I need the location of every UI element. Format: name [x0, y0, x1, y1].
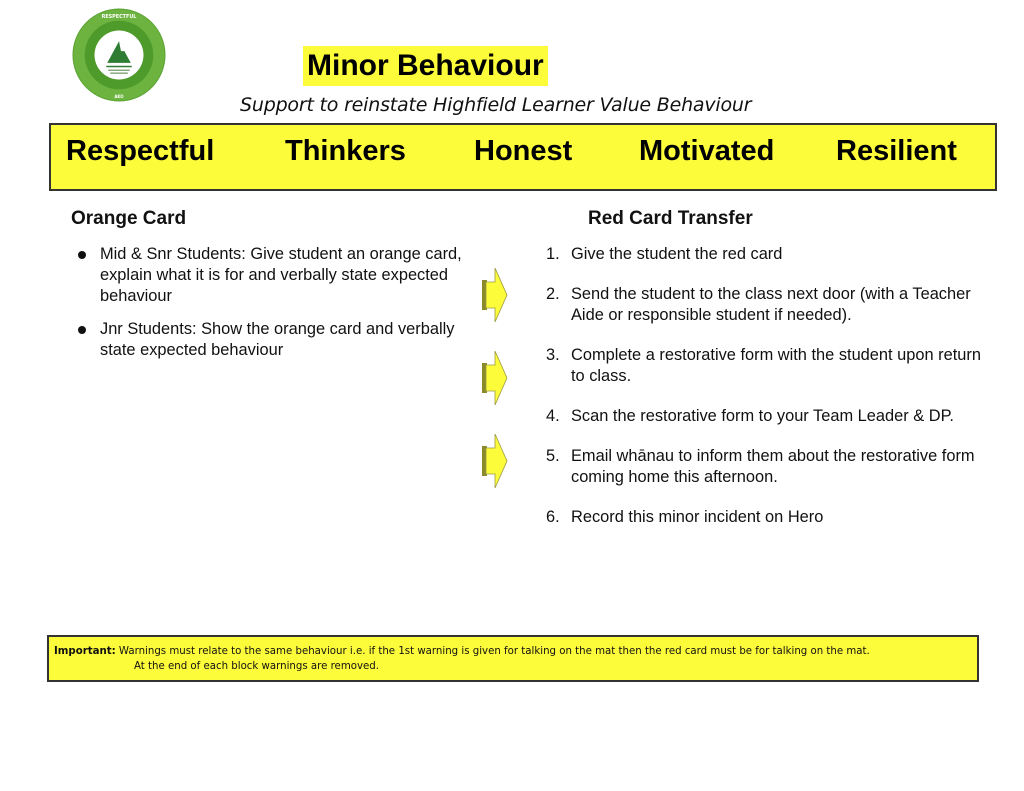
value-motivated: Motivated: [639, 135, 775, 167]
value-thinkers: Thinkers: [285, 135, 406, 167]
note-line-1: [54, 644, 977, 659]
step-text: Email whānau to inform them about the restorative form coming home this afternoon.: [571, 447, 975, 486]
step-number: 3.: [546, 346, 560, 364]
value-resilient: Resilient: [836, 135, 957, 167]
page-subtitle: Support to reinstate Highfield Learner Value Behaviour: [240, 94, 752, 116]
step-number: 5.: [546, 447, 560, 465]
step-item: [546, 345, 986, 387]
step-number: 2.: [546, 285, 560, 303]
page-title: Minor Behaviour: [303, 46, 548, 86]
svg-text:AKO: AKO: [114, 94, 124, 100]
step-item: [546, 406, 986, 427]
value-respectful: Respectful: [66, 135, 215, 167]
step-number: 1.: [546, 245, 560, 263]
right-arrow-icon: [482, 351, 508, 405]
note-text: Warnings must relate to the same behaviour i.e. if the 1st warning is given for talking on the mat then the red card must be for talking on the mat.: [118, 646, 870, 657]
value-honest: Honest: [474, 135, 573, 167]
step-text: Complete a restorative form with the student upon return to class.: [571, 346, 981, 385]
orange-card-heading: Orange Card: [71, 208, 187, 229]
step-number: 4.: [546, 407, 560, 425]
list-item: [76, 244, 466, 307]
step-text: Give the student the red card: [571, 245, 783, 263]
bullet-icon: [78, 251, 86, 259]
step-text: Send the student to the class next door (with a Teacher Aide or responsible student if needed).: [571, 285, 971, 324]
note-line-2: At the end of each block warnings are removed.: [134, 661, 379, 672]
step-item: [546, 446, 986, 488]
values-banner: [49, 123, 997, 191]
note-label: Important:: [54, 646, 116, 657]
bullet-icon: [78, 326, 86, 334]
important-note: [47, 635, 979, 682]
school-logo-icon: [70, 8, 168, 102]
step-number: 6.: [546, 508, 560, 526]
step-item: [546, 507, 986, 528]
list-item-text: Jnr Students: Show the orange card and verbally state expected behaviour: [100, 320, 455, 359]
right-arrow-icon: [482, 434, 508, 488]
step-text: Record this minor incident on Hero: [571, 508, 824, 526]
right-arrow-icon: [482, 268, 508, 322]
step-item: [546, 284, 986, 326]
red-card-heading: Red Card Transfer: [588, 208, 753, 229]
list-item: [76, 319, 466, 361]
red-card-steps: [546, 244, 986, 547]
orange-card-list: [76, 244, 466, 373]
list-item-text: Mid & Snr Students: Give student an orange card, explain what it is for and verbally state expected behaviour: [100, 245, 462, 305]
step-item: [546, 244, 986, 265]
svg-text:RESPECTFUL: RESPECTFUL: [101, 13, 137, 20]
step-text: Scan the restorative form to your Team Leader & DP.: [571, 407, 954, 425]
